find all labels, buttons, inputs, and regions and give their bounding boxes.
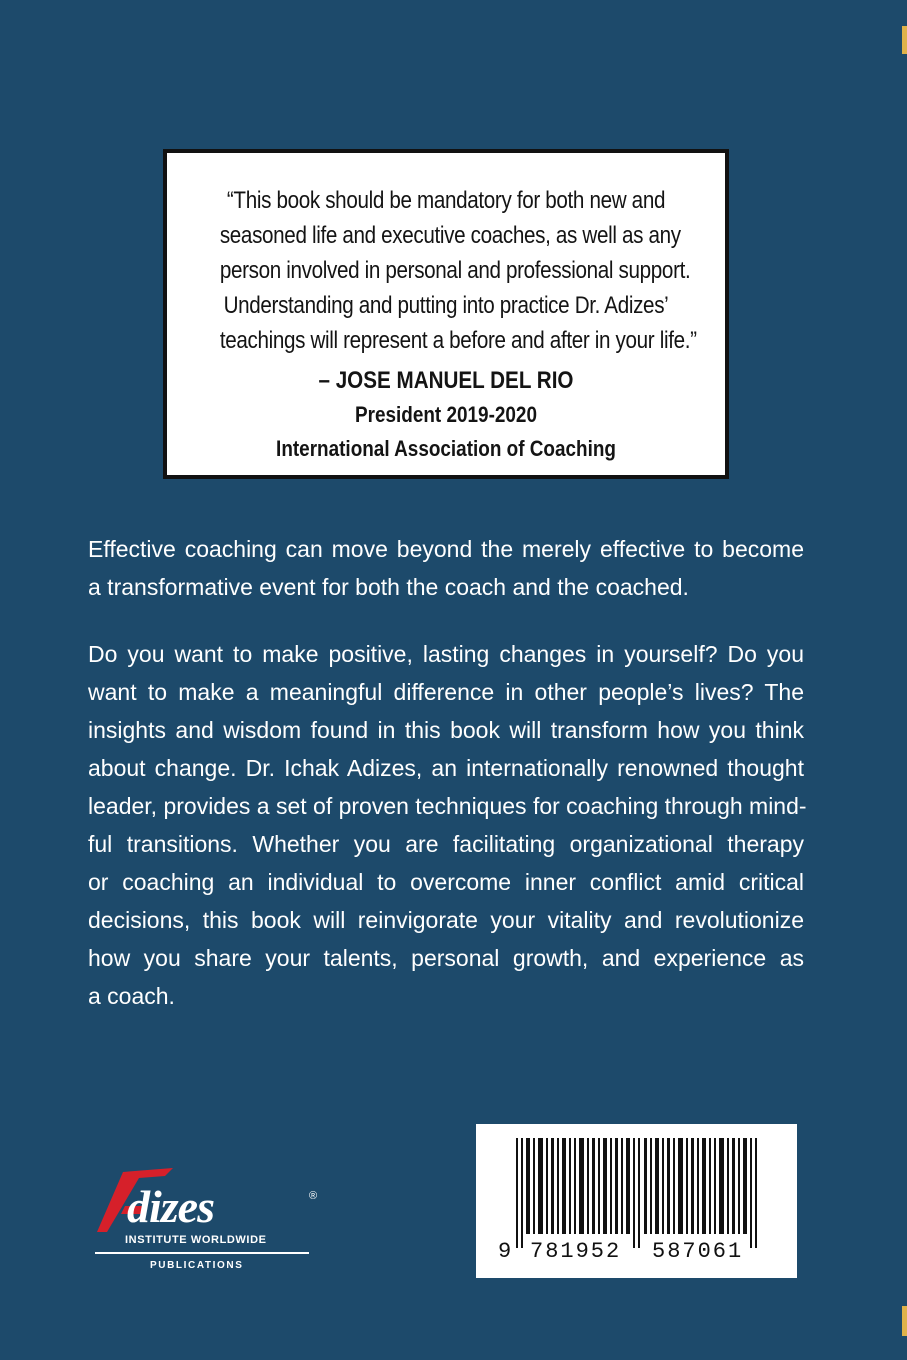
paragraph-line: decisions, this book will reinvigorate your vitality and revolutionize [88,907,804,933]
isbn-barcode [476,1124,797,1278]
attribution-title: President 2019-2020 [355,402,537,427]
paragraph-line: insights and wisdom found in this book will transform how you think [88,717,804,743]
quote-line: “This book should be mandatory for both new and [226,187,666,214]
paragraph-line: a transformative event for both the coach and the coached. [88,574,689,600]
barcode-lead-digit: 9 [498,1239,514,1264]
description-paragraph-1 [88,530,804,606]
logo-wordmark: dizes [127,1181,214,1232]
barcode-digit-group-1: 781952 [530,1239,622,1264]
edge-mark-top [902,26,907,54]
endorsement-quote-box [163,149,729,479]
edge-mark-bottom [902,1306,907,1336]
quote-line: teachings will represent a before and after in your life.” [219,327,697,354]
paragraph-line: Effective coaching can move beyond the merely effective to become [88,536,804,562]
quote-line: seasoned life and executive coaches, as well as any [219,222,681,249]
logo-divider [95,1252,309,1254]
description-paragraph-2 [88,635,807,1015]
paragraph-line: about change. Dr. Ichak Adizes, an internationally renowned thought [88,755,804,781]
barcode-digit-group-2: 587061 [652,1239,744,1264]
logo-division: PUBLICATIONS [150,1260,244,1271]
paragraph-line: ful transitions. Whether you are facilitating organizational therapy [88,831,804,857]
paragraph-line: a coach. [88,983,175,1009]
quote-line: person involved in personal and professional support. [219,257,691,284]
quote-line: Understanding and putting into practice Dr. Adizes’ [223,292,669,319]
logo-subtitle: INSTITUTE WORLDWIDE [125,1234,267,1246]
attribution-organization: International Association of Coaching [276,436,616,461]
barcode-bars-icon [476,1124,797,1278]
paragraph-line: Do you want to make positive, lasting changes in yourself? Do you [88,641,804,667]
registered-mark: ® [309,1190,318,1202]
paragraph-line: or coaching an individual to overcome inner conflict amid critical [88,869,804,895]
paragraph-line: how you share your talents, personal growth, and experience as [88,945,804,971]
paragraph-line: want to make a meaningful difference in other people’s lives? The [88,679,804,705]
attribution-name: – JOSE MANUEL DEL RIO [318,367,574,394]
paragraph-line: leader, provides a set of proven techniques for coaching through mind- [88,793,807,819]
publisher-logo [95,1162,325,1282]
